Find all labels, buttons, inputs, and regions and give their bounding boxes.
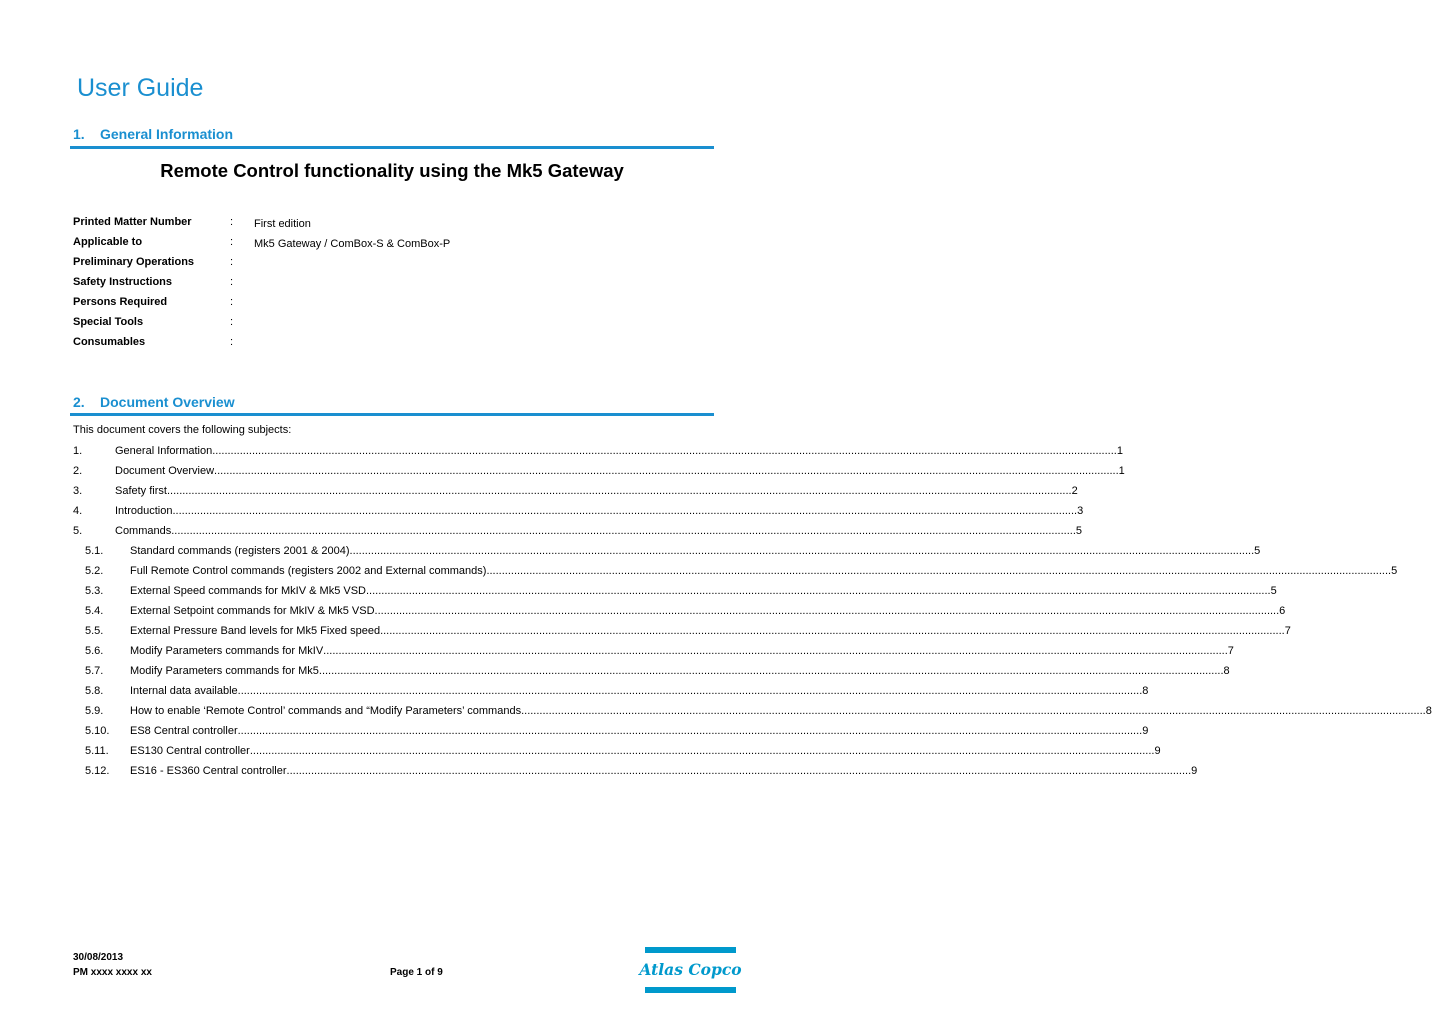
toc-body: [130, 584, 1277, 598]
section-heading-general-information: [73, 126, 233, 142]
meta-colon: :: [230, 296, 234, 308]
toc-page-number: 6: [1279, 605, 1286, 617]
meta-colon: :: [230, 216, 234, 228]
toc-page-number: 8: [1223, 665, 1230, 677]
toc-page-number: 8: [1142, 685, 1149, 697]
meta-value: Mk5 Gateway / ComBox-S & ComBox-P: [254, 238, 451, 250]
toc-title[interactable]: Internal data available: [130, 685, 238, 697]
toc-body: [130, 664, 1230, 678]
toc-dot-leader: [167, 484, 1072, 498]
toc-entry[interactable]: [73, 544, 1261, 564]
toc-body: [130, 744, 1161, 758]
toc-page-number: 5: [1254, 545, 1261, 557]
toc-dot-leader: [287, 764, 1192, 778]
toc-dot-leader: [366, 584, 1271, 598]
toc-number: 5.7.: [85, 665, 104, 677]
toc-dot-leader: [323, 644, 1228, 658]
toc-number: 5.: [73, 525, 83, 537]
toc-page-number: 1: [1118, 465, 1125, 477]
toc-body: [115, 484, 1078, 498]
atlas-copco-logo: [639, 947, 742, 993]
toc-number: 5.4.: [85, 605, 104, 617]
toc-number: 5.6.: [85, 645, 104, 657]
toc-title[interactable]: Modify Parameters commands for Mk5: [130, 665, 319, 677]
toc-entry[interactable]: [73, 524, 1082, 544]
meta-colon: :: [230, 236, 234, 248]
toc-page-number: 5: [1391, 565, 1398, 577]
section-number: 2.: [73, 394, 85, 410]
section-divider: [70, 413, 714, 416]
toc-entry[interactable]: [73, 724, 1149, 744]
toc-number: 5.10.: [85, 725, 110, 737]
toc-dot-leader: [521, 704, 1426, 718]
toc-body: [130, 544, 1261, 558]
section-number: 1.: [73, 126, 85, 142]
toc-number: 2.: [73, 465, 83, 477]
document-title: User Guide: [77, 74, 204, 102]
toc-intro: This document covers the following subjects:: [73, 424, 292, 436]
footer-date: 30/08/2013: [73, 952, 124, 963]
toc-dot-leader: [214, 464, 1119, 478]
meta-colon: :: [230, 256, 234, 268]
toc-title[interactable]: Safety first: [115, 485, 167, 497]
toc-dot-leader: [238, 724, 1143, 738]
toc-body: [130, 684, 1149, 698]
toc-entry[interactable]: [73, 704, 1432, 724]
toc-body: [130, 724, 1149, 738]
meta-label: Safety Instructions: [73, 276, 173, 288]
toc-entry[interactable]: [73, 564, 1398, 584]
toc-body: [130, 604, 1286, 618]
toc-dot-leader: [486, 564, 1391, 578]
toc-page-number: 5: [1270, 585, 1277, 597]
section-divider: [70, 146, 714, 149]
toc-page-number: 1: [1116, 445, 1123, 457]
toc-number: 5.2.: [85, 565, 104, 577]
toc-page-number: 8: [1425, 705, 1432, 717]
toc-entry[interactable]: [73, 444, 1123, 464]
toc-entry[interactable]: [73, 764, 1198, 784]
toc-dot-leader: [319, 664, 1224, 678]
toc-page-number: 7: [1284, 625, 1291, 637]
logo-stripe: [645, 987, 736, 993]
toc-entry[interactable]: [73, 504, 1084, 524]
toc-number: 5.11.: [85, 745, 109, 757]
toc-number: 5.9.: [85, 705, 104, 717]
meta-label: Consumables: [73, 336, 146, 348]
toc-body: [130, 624, 1291, 638]
toc-dot-leader: [212, 444, 1117, 458]
section-title: Document Overview: [100, 394, 235, 410]
toc-number: 5.1.: [85, 545, 104, 557]
toc-entry[interactable]: [73, 744, 1161, 764]
toc-entry[interactable]: [73, 664, 1230, 684]
toc-title[interactable]: External Pressure Band levels for Mk5 Fixed speed: [130, 625, 381, 637]
meta-label: Applicable to: [73, 236, 143, 248]
toc-title[interactable]: External Setpoint commands for MkIV & Mk5 VSD: [130, 605, 375, 617]
toc-body: [130, 764, 1198, 778]
toc-title[interactable]: Document Overview: [115, 465, 215, 477]
toc-page-number: 9: [1191, 765, 1198, 777]
footer-pm-number: PM xxxx xxxx xx: [73, 967, 152, 978]
toc-page-number: 5: [1075, 525, 1082, 537]
toc-entry[interactable]: [73, 644, 1234, 664]
toc-body: [115, 524, 1082, 538]
toc-entry[interactable]: [73, 604, 1286, 624]
toc-number: 5.3.: [85, 585, 104, 597]
toc-number: 5.5.: [85, 625, 104, 637]
toc-title[interactable]: Standard commands (registers 2001 & 2004): [130, 545, 350, 557]
toc-dot-leader: [171, 524, 1076, 538]
toc-page-number: 7: [1227, 645, 1234, 657]
toc-dot-leader: [172, 504, 1077, 518]
toc-page-number: 9: [1154, 745, 1161, 757]
toc-number: 4.: [73, 505, 83, 517]
meta-colon: :: [230, 336, 234, 348]
toc-page-number: 2: [1071, 485, 1078, 497]
meta-label: Special Tools: [73, 316, 144, 328]
meta-label: Persons Required: [73, 296, 168, 308]
toc-dot-leader: [238, 684, 1143, 698]
toc-body: [130, 644, 1234, 658]
logo-wordmark: Atlas Copco: [639, 960, 742, 979]
toc-number: 5.12.: [85, 765, 110, 777]
toc-entry[interactable]: [73, 584, 1277, 604]
toc-title[interactable]: Commands: [115, 525, 172, 537]
toc-dot-leader: [375, 604, 1280, 618]
logo-stripe: [645, 947, 736, 953]
toc-entry[interactable]: [73, 684, 1149, 704]
toc-body: [115, 444, 1123, 458]
toc-body: [115, 464, 1125, 478]
toc-page-number: 9: [1142, 725, 1149, 737]
meta-colon: :: [230, 316, 234, 328]
toc-dot-leader: [380, 624, 1285, 638]
toc-number: 3.: [73, 485, 83, 497]
toc-dot-leader: [350, 544, 1255, 558]
footer-page-number: Page 1 of 9: [390, 967, 443, 978]
toc-body: [130, 704, 1432, 718]
toc-title[interactable]: External Speed commands for MkIV & Mk5 VSD: [130, 585, 366, 597]
toc-title[interactable]: Modify Parameters commands for MkIV: [130, 645, 324, 657]
meta-colon: :: [230, 276, 234, 288]
main-title: Remote Control functionality using the Mk5 Gateway: [160, 160, 624, 181]
toc-body: [115, 504, 1084, 518]
toc-title[interactable]: ES16 - ES360 Central controller: [130, 765, 287, 777]
toc-body: [130, 564, 1398, 578]
toc-entry[interactable]: [73, 484, 1078, 504]
toc-number: 5.8.: [85, 685, 104, 697]
toc-title[interactable]: Full Remote Control commands (registers 2002 and External commands): [130, 565, 487, 577]
toc-title[interactable]: How to enable ‘Remote Control’ commands and “Modify Parameters’ commands: [130, 705, 522, 717]
meta-value: First edition: [254, 218, 311, 230]
toc-dot-leader: [250, 744, 1155, 758]
toc-page-number: 3: [1077, 505, 1084, 517]
section-heading-document-overview: [73, 394, 235, 410]
toc-entry[interactable]: [73, 464, 1125, 484]
toc-title[interactable]: ES8 Central controller: [130, 725, 238, 737]
toc-entry[interactable]: [73, 624, 1291, 644]
toc-title[interactable]: ES130 Central controller: [130, 745, 250, 757]
meta-label: Preliminary Operations: [73, 256, 195, 268]
toc-number: 1.: [73, 445, 83, 457]
toc-title[interactable]: Introduction: [115, 505, 173, 517]
section-title: General Information: [100, 126, 234, 142]
toc-title[interactable]: General Information: [115, 445, 213, 457]
meta-label: Printed Matter Number: [73, 216, 192, 228]
